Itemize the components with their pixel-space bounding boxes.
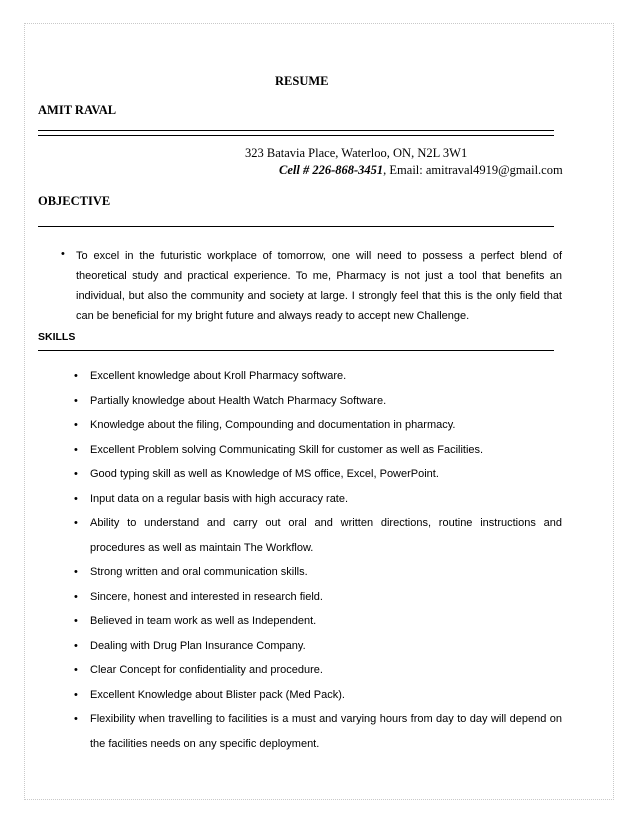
skill-item: • Clear Concept for confidentiality and procedure. (74, 658, 562, 683)
skill-item: • Believed in team work as well as Independent. (74, 609, 562, 634)
bullet: • (74, 394, 78, 407)
email-text: , Email: amitraval4919@gmail.com (383, 163, 563, 177)
bullet: • (74, 639, 78, 652)
bullet: • (74, 615, 78, 627)
objective-heading: OBJECTIVE (38, 194, 111, 208)
bullet: • (74, 590, 78, 603)
bullet: • (74, 370, 78, 382)
bullet: • (74, 517, 78, 529)
skill-item: • Ability to understand and carry out oral and written directions, routine instructions and procedures as well as maintain The Workflow. (74, 511, 562, 560)
skills-heading: SKILLS (38, 331, 76, 343)
skill-item: • Good typing skill as well as Knowledge of MS office, Excel, PowerPoint. (74, 462, 562, 487)
skill-item: • Knowledge about the filing, Compounding and documentation in pharmacy. (74, 413, 562, 438)
skills-list (74, 364, 562, 756)
skill-item: • Excellent Problem solving Communicating Skill for customer as well as Facilities. (74, 438, 562, 463)
bullet: • (74, 419, 78, 431)
skill-item: • Excellent Knowledge about Blister pack (Med Pack). (74, 683, 562, 708)
bullet: • (74, 492, 78, 505)
cell-number: Cell # 226-868-3451 (279, 163, 384, 177)
candidate-name: AMIT RAVAL (38, 103, 117, 117)
address-line: 323 Batavia Place, Waterloo, ON, N2L 3W1 (245, 146, 468, 160)
bullet: • (74, 664, 78, 676)
skills-rule (38, 350, 554, 351)
skill-item: • Input data on a regular basis with high accuracy rate. (74, 487, 562, 512)
contact-line (279, 163, 563, 178)
objective-bullet: • (61, 248, 65, 260)
header-double-rule (38, 130, 554, 136)
skill-item: • Excellent knowledge about Kroll Pharmacy software. (74, 364, 562, 389)
bullet: • (74, 713, 78, 725)
bullet: • (74, 443, 78, 456)
objective-text: To excel in the futuristic workplace of tomorrow, one will need to possess a perfect blend of theoretical study and practical experience. To me, Pharmacy is not just a tool that benefits an individual, but also the community and society at large. I strongly feel that this is the only field that can be beneficial for my bright future and always ready to accept new Challenge. (76, 250, 562, 322)
bullet: • (74, 468, 78, 480)
skill-item: • Flexibility when travelling to facilities is a must and varying hours from day to day will depend on the facilities needs on any specific deployment. (74, 707, 562, 756)
skill-item: • Strong written and oral communication skills. (74, 560, 562, 585)
document-title: RESUME (275, 74, 329, 88)
skill-item: • Dealing with Drug Plan Insurance Company. (74, 634, 562, 659)
skill-item: • Sincere, honest and interested in research field. (74, 585, 562, 610)
objective-rule (38, 226, 554, 227)
bullet: • (74, 566, 78, 578)
skill-item: • Partially knowledge about Health Watch Pharmacy Software. (74, 389, 562, 414)
bullet: • (74, 688, 78, 701)
